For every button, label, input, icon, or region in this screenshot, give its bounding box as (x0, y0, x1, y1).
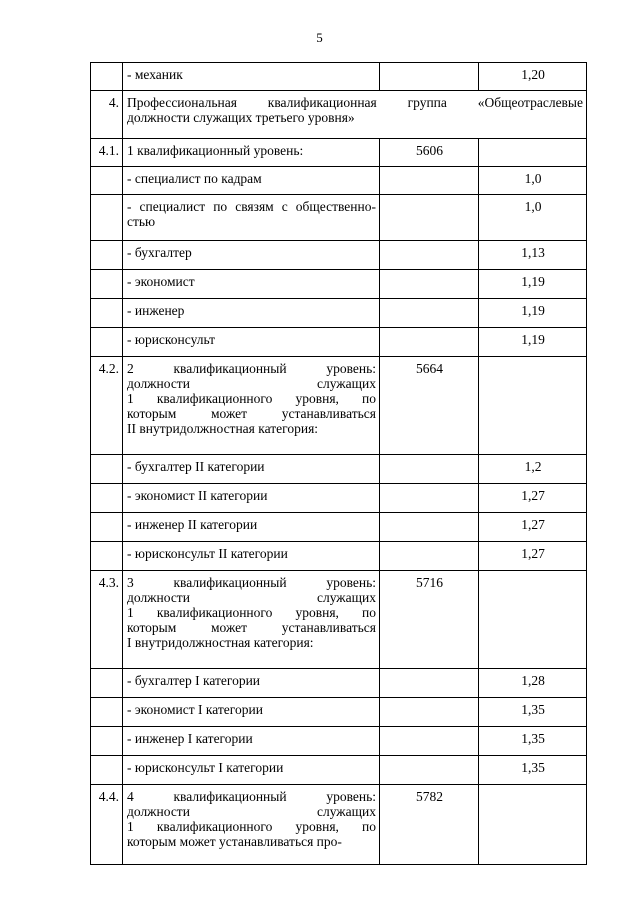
position-name-line: должности служащих (127, 804, 376, 819)
table-row (91, 167, 587, 195)
row-number (91, 756, 123, 785)
table-row (91, 241, 587, 270)
position-name: - экономист II категории (123, 484, 380, 513)
coefficient: 1,19 (479, 270, 587, 299)
salary-code (380, 167, 479, 195)
position-name-line: I внутридолжностная категория: (127, 635, 314, 650)
row-number (91, 195, 123, 241)
salary-code (380, 328, 479, 357)
salary-code (380, 542, 479, 571)
table-row (91, 455, 587, 484)
row-number: 4.4. (91, 785, 123, 865)
position-name-line: 4 квалификационный уровень: (127, 789, 376, 804)
position-name: - специалист по кадрам (123, 167, 380, 195)
row-number (91, 513, 123, 542)
coefficient: 1,0 (479, 195, 587, 241)
position-name-line: должности служащих (127, 376, 376, 391)
coefficient (479, 139, 587, 167)
table-row (91, 357, 587, 455)
coefficient: 1,19 (479, 328, 587, 357)
row-number: 4.2. (91, 357, 123, 455)
table-row (91, 195, 587, 241)
position-name: - бухгалтер (123, 241, 380, 270)
table-row (91, 785, 587, 865)
row-number (91, 484, 123, 513)
position-name: - механик (123, 63, 380, 91)
position-name-line: II внутридолжностная категория: (127, 421, 319, 436)
table-row (91, 727, 587, 756)
row-number (91, 727, 123, 756)
salary-code: 5664 (380, 357, 479, 455)
salary-code (380, 756, 479, 785)
group-title (123, 91, 587, 139)
salary-code (380, 195, 479, 241)
position-name-line: 1 квалификационного уровня, по (127, 605, 376, 620)
group-title-line: должности служащих третьего уровня» (127, 110, 355, 125)
coefficient: 1,28 (479, 669, 587, 698)
table-row (91, 571, 587, 669)
row-number: 4.3. (91, 571, 123, 669)
salary-coefficient-table (90, 62, 587, 865)
row-number (91, 299, 123, 328)
row-number (91, 270, 123, 299)
position-name: - инженер II категории (123, 513, 380, 542)
position-name: - инженер I категории (123, 727, 380, 756)
coefficient: 1,20 (479, 63, 587, 91)
table-row (91, 270, 587, 299)
position-name-line: 3 квалификационный уровень: (127, 575, 376, 590)
position-name: - экономист (123, 270, 380, 299)
salary-code: 5716 (380, 571, 479, 669)
position-name-line: 1 квалификационного уровня, по (127, 819, 376, 834)
coefficient: 1,27 (479, 484, 587, 513)
salary-code (380, 513, 479, 542)
salary-code (380, 241, 479, 270)
position-name (123, 571, 380, 669)
position-name-line: - специалист по связям с общественно- (127, 199, 376, 214)
group-header-row (91, 91, 587, 139)
coefficient (479, 785, 587, 865)
salary-code (380, 455, 479, 484)
salary-code: 5606 (380, 139, 479, 167)
coefficient: 1,13 (479, 241, 587, 270)
row-number: 4. (91, 91, 123, 139)
row-number (91, 328, 123, 357)
table-row (91, 328, 587, 357)
position-name-line: которым может устанавливаться (127, 620, 376, 635)
row-number (91, 63, 123, 91)
position-name-line: 2 квалификационный уровень: (127, 361, 376, 376)
table-row (91, 756, 587, 785)
salary-code: 5782 (380, 785, 479, 865)
table-row (91, 698, 587, 727)
position-name: - юрисконсульт I категории (123, 756, 380, 785)
position-name (123, 785, 380, 865)
position-name (123, 195, 380, 241)
position-name-line: должности служащих (127, 590, 376, 605)
coefficient (479, 357, 587, 455)
table-row (91, 139, 587, 167)
row-number (91, 241, 123, 270)
coefficient: 1,0 (479, 167, 587, 195)
table-row (91, 542, 587, 571)
row-number (91, 698, 123, 727)
group-title-line: Профессиональная квалификационная группа «Общеотраслевые (127, 95, 583, 110)
salary-code (380, 63, 479, 91)
salary-code (380, 669, 479, 698)
position-name: - бухгалтер II категории (123, 455, 380, 484)
position-name-line: которым может устанавливаться про- (127, 834, 342, 849)
coefficient: 1,35 (479, 727, 587, 756)
salary-code (380, 727, 479, 756)
coefficient: 1,35 (479, 698, 587, 727)
coefficient: 1,27 (479, 513, 587, 542)
position-name: - юрисконсульт (123, 328, 380, 357)
row-number (91, 167, 123, 195)
coefficient: 1,27 (479, 542, 587, 571)
salary-code (380, 270, 479, 299)
table-row (91, 484, 587, 513)
table-row (91, 513, 587, 542)
coefficient: 1,19 (479, 299, 587, 328)
position-name: 1 квалификационный уровень: (123, 139, 380, 167)
position-name-line: стью (127, 214, 156, 229)
row-number (91, 669, 123, 698)
coefficient: 1,35 (479, 756, 587, 785)
coefficient: 1,2 (479, 455, 587, 484)
table-row (91, 63, 587, 91)
position-name: - бухгалтер I категории (123, 669, 380, 698)
position-name: - инженер (123, 299, 380, 328)
salary-code (380, 484, 479, 513)
row-number (91, 542, 123, 571)
position-name: - экономист I категории (123, 698, 380, 727)
row-number: 4.1. (91, 139, 123, 167)
page-number: 5 (316, 30, 323, 45)
table-row (91, 299, 587, 328)
coefficient (479, 571, 587, 669)
position-name: - юрисконсульт II категории (123, 542, 380, 571)
salary-code (380, 698, 479, 727)
position-name-line: которым может устанавливаться (127, 406, 376, 421)
table-row (91, 669, 587, 698)
position-name (123, 357, 380, 455)
row-number (91, 455, 123, 484)
salary-code (380, 299, 479, 328)
position-name-line: 1 квалификационного уровня, по (127, 391, 376, 406)
